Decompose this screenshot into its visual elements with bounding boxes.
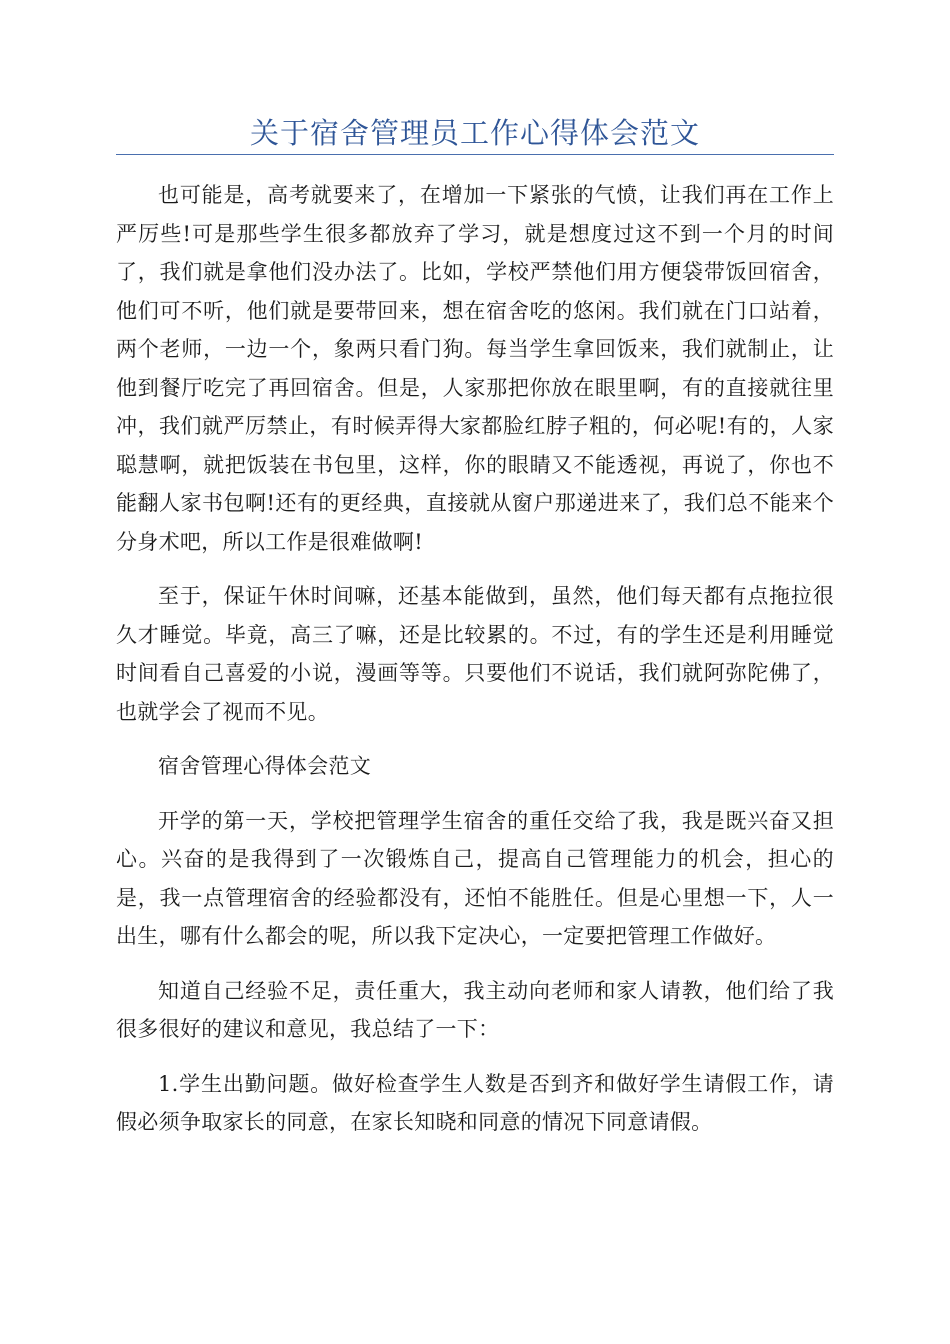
paragraph: 至于，保证午休时间嘛，还基本能做到，虽然，他们每天都有点拖拉很久才睡觉。毕竟，高三了嘛，还是比较累的。不过，有的学生还是利用睡觉时间看自己喜爱的小说，漫画等等。只要他们不说话，我们就阿弥陀佛了，也就学会了视而不见。 [116, 584, 834, 724]
paragraph: 开学的第一天，学校把管理学生宿舍的重任交给了我，我是既兴奋又担心。兴奋的是我得到了一次锻炼自己，提高自己管理能力的机会，担心的是，我一点管理宿舍的经验都没有，还怕不能胜任。但是心里想一下，人一出生，哪有什么都会的呢，所以我下定决心，一定要把管理工作做好。 [116, 808, 834, 948]
list-item: 1.学生出勤问题。做好检查学生人数是否到齐和做好学生请假工作，请假必须争取家长的同意，在家长知晓和同意的情况下同意请假。 [116, 1071, 834, 1134]
paragraph: 知道自己经验不足，责任重大，我主动向老师和家人请教，他们给了我很多很好的建议和意见，我总结了一下： [116, 978, 834, 1041]
document-title: 关于宿舍管理员工作心得体会范文 [249, 116, 700, 150]
document-body [116, 176, 834, 1158]
section-heading: 宿舍管理心得体会范文 [158, 754, 371, 778]
title-underline [116, 154, 834, 155]
paragraph: 也可能是，高考就要来了，在增加一下紧张的气愤，让我们再在工作上严厉些!可是那些学生很多都放弃了学习，就是想度过这不到一个月的时间了，我们就是拿他们没办法了。比如，学校严禁他们用方便袋带饭回宿舍，他们可不听，他们就是要带回来，想在宿舍吃的悠闲。我们就在门口站着，两个老师，一边一个，象两只看门狗。每当学生拿回饭来，我们就制止，让他到餐厅吃完了再回宿舍。但是，人家那把你放在眼里啊，有的直接就往里冲，我们就严厉禁止，有时候弄得大家都脸红脖子粗的，何必呢!有的，人家聪慧啊，就把饭装在书包里，这样，你的眼睛又不能透视，再说了，你也不能翻人家书包啊!还有的更经典，直接就从窗户那递进来了，我们总不能来个分身术吧，所以工作是很难做啊! [116, 183, 834, 554]
